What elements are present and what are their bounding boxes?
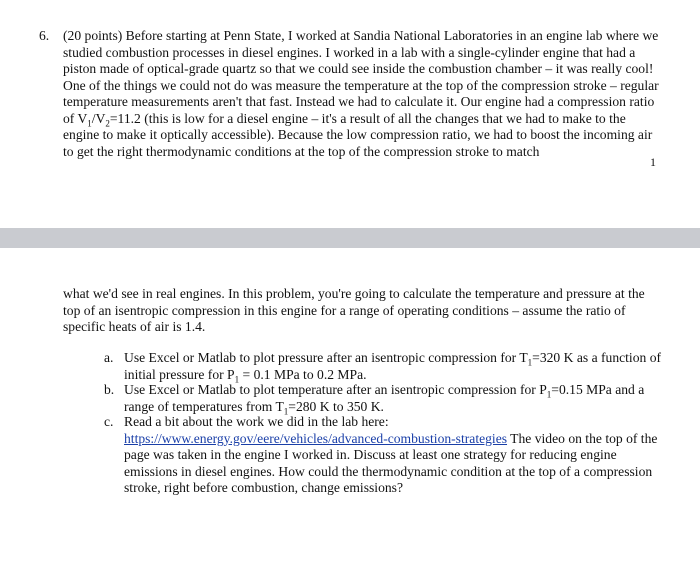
part-b-text-1: Use Excel or Matlab to plot temperature after an isentropic compression for P [124,382,547,397]
question-number: 6. [39,28,50,43]
part-b [124,382,664,415]
page-2 [0,248,700,585]
page-number: 1 [650,155,656,169]
page-separator [0,228,700,248]
part-b-sub-1: 1 [546,389,552,400]
question-continuation: what we'd see in real engines. In this problem, you're going to calculate the temperature and pressure at the top of an isentropic compression in this engine for a range of operating conditions – assume the ratio of specific heats of air is 1.4. [63,286,645,334]
part-c-letter: c. [104,414,114,429]
part-c-text-1: Read a bit about the work we did in the lab here: [124,414,389,429]
part-a-letter: a. [104,350,114,365]
question-intro [63,28,663,160]
part-a-sub-1: 1 [527,357,533,368]
part-b-text-3: =280 K to 350 K. [288,398,384,414]
part-a-text-1: Use Excel or Matlab to plot pressure after an isentropic compression for T [124,350,528,365]
intro-text-2: =11.2 (this is low for a diesel engine – it's a result of all the changes that we had to make to the engine to make it optically accessible). Because the low compression ratio, we had to boost the incoming air to get the right thermodynamic conditions at the top of the compression stroke to match [63,110,653,159]
part-a-text-3: = 0.1 MPa to 0.2 MPa. [239,366,367,382]
page-1 [0,0,700,228]
part-a [124,350,664,383]
part-b-text-2: =0.15 MPa and a range of temperatures from T [124,382,645,414]
part-c-text-2: The video on the top of the page was taken in the engine I worked in. Discuss at least one strategy for reducing engine emissions in diesel engines. How could the thermodynamic condition at the top of a compression stroke, right before combustion, change emissions? [124,430,658,495]
part-a-text-2: =320 K as a function of initial pressure for P [124,350,662,382]
intro-slash: /V [91,110,106,126]
part-b-letter: b. [104,382,115,397]
part-a-sub-2: 1 [234,374,240,385]
part-c [124,414,664,497]
energy-gov-link[interactable]: https://www.energy.gov/eere/vehicles/advanced-combustion-strategies [124,430,508,446]
part-b-sub-2: 1 [283,406,289,417]
intro-text-1: (20 points) Before starting at Penn State, I worked at Sandia National Laboratories in an engine lab where we studied combustion processes in diesel engines. I worked in a lab with a single-cylinder engine that had a piston made of optical-grade quartz so that we could see inside the combustion chamber – it was really cool! One of the things we could not do was measure the temperature at the top of the compression stroke – regular temperature measurements aren't that fast. Instead we had to calculate it. Our engine had a compression ratio of V [63,28,659,126]
subscript-1: 1 [87,118,92,129]
subscript-2: 2 [105,118,110,129]
